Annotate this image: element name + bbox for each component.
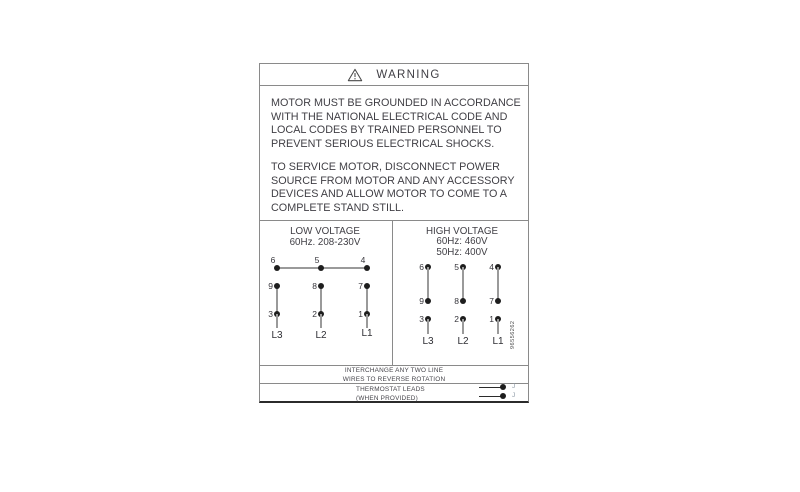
hv-terminal-dot — [460, 298, 466, 304]
hv-terminal-number: 6 — [419, 262, 424, 272]
hv-terminal-number: 3 — [419, 314, 424, 324]
text-line: DEVICES AND ALLOW MOTOR TO COME TO A — [271, 188, 507, 201]
text-line: MOTOR MUST BE GROUNDED IN ACCORDANCE — [271, 97, 521, 109]
lv-terminal-number: 7 — [358, 281, 363, 291]
warning-triangle-icon — [347, 68, 363, 82]
divider-line — [260, 220, 528, 221]
lv-terminal-number: 6 — [270, 255, 276, 265]
thermostat-lead-wire — [479, 396, 502, 398]
rotation-note-line1: INTERCHANGE ANY TWO LINE — [344, 367, 444, 374]
thermostat-lead-wire — [479, 387, 502, 389]
hv-terminal-number: 2 — [454, 314, 459, 324]
lv-terminal-dot — [318, 283, 324, 289]
hv-wire — [462, 267, 464, 301]
lv-lead-stub — [366, 314, 368, 328]
part-number: 96556262 — [510, 320, 516, 350]
low-voltage-title: LOW VOLTAGE — [290, 226, 360, 237]
motor-warning-label — [259, 63, 529, 403]
hv-wire — [497, 267, 499, 301]
when-provided-label: (WHEN PROVIDED) — [356, 395, 418, 402]
lv-terminal-number: 1 — [358, 309, 363, 319]
divider-line — [260, 365, 528, 366]
lv-lead-stub — [276, 314, 278, 328]
hv-wire — [427, 267, 429, 301]
warning-title: WARNING — [376, 68, 441, 81]
lv-line-label: L1 — [361, 328, 373, 339]
lv-wire — [276, 286, 278, 314]
thermostat-lead-dot — [500, 393, 506, 399]
text-line: LOCAL CODES BY TRAINED PERSONNEL TO — [271, 124, 502, 137]
hv-terminal-number: 5 — [454, 262, 459, 272]
lv-terminal-number: 4 — [360, 255, 366, 265]
lv-terminal-dot — [364, 283, 370, 289]
lv-wire — [320, 286, 322, 314]
lv-terminal-dot — [318, 265, 324, 271]
hv-line-label: L1 — [492, 336, 504, 347]
thermostat-lead-dot — [500, 384, 506, 390]
lv-terminal-dot — [274, 283, 280, 289]
low-voltage-subtitle: 60Hz. 208-230V — [289, 237, 361, 248]
high-voltage-freq1: 60Hz: 460V — [436, 236, 488, 247]
text-line: COMPLETE STAND STILL. — [271, 202, 404, 215]
hv-line-label: L3 — [422, 336, 434, 347]
hv-lead-stub — [462, 319, 464, 334]
service-warning-text — [271, 161, 515, 216]
thermostat-leads-label: THERMOSTAT LEADS — [356, 386, 425, 393]
hv-terminal-dot — [425, 298, 431, 304]
text-line: WITH THE NATIONAL ELECTRICAL CODE AND — [271, 110, 508, 123]
text-line: TO SERVICE MOTOR, DISCONNECT POWER — [271, 161, 500, 173]
hv-terminal-dot — [495, 298, 501, 304]
lv-terminal-number: 3 — [268, 309, 273, 319]
hv-terminal-number: 8 — [454, 296, 459, 306]
lv-terminal-number: 9 — [268, 281, 273, 291]
text-line: PREVENT SERIOUS ELECTRICAL SHOCKS. — [271, 138, 495, 151]
voltage-section-divider — [392, 220, 393, 365]
high-voltage-title: HIGH VOLTAGE — [425, 226, 499, 237]
grounding-warning-text — [271, 97, 521, 152]
lv-terminal-number: 8 — [312, 281, 317, 291]
lv-terminal-number: 2 — [312, 309, 317, 319]
hv-terminal-number: 4 — [489, 262, 494, 272]
thermostat-lead-tag: J — [512, 392, 516, 399]
text-line: SOURCE FROM MOTOR AND ANY ACCESSORY — [271, 174, 515, 187]
hv-line-label: L2 — [457, 336, 469, 347]
hv-terminal-number: 9 — [419, 296, 424, 306]
lv-terminal-dot — [364, 265, 370, 271]
hv-lead-stub — [427, 319, 429, 334]
divider-line — [260, 383, 528, 384]
high-voltage-freq2: 50Hz: 400V — [436, 247, 488, 258]
lv-line-label: L3 — [271, 330, 283, 341]
lv-wire — [366, 286, 368, 314]
lv-line-label: L2 — [315, 330, 327, 341]
rotation-note-line2: WIRES TO REVERSE ROTATION — [342, 375, 446, 383]
hv-lead-stub — [497, 319, 499, 334]
hv-terminal-number: 7 — [489, 296, 494, 306]
thermostat-lead-tag: J — [512, 383, 516, 390]
lv-lead-stub — [320, 314, 322, 328]
hv-terminal-number: 1 — [489, 314, 494, 324]
warning-header — [260, 64, 528, 86]
lv-terminal-number: 5 — [314, 255, 320, 265]
lv-terminal-dot — [274, 265, 280, 271]
